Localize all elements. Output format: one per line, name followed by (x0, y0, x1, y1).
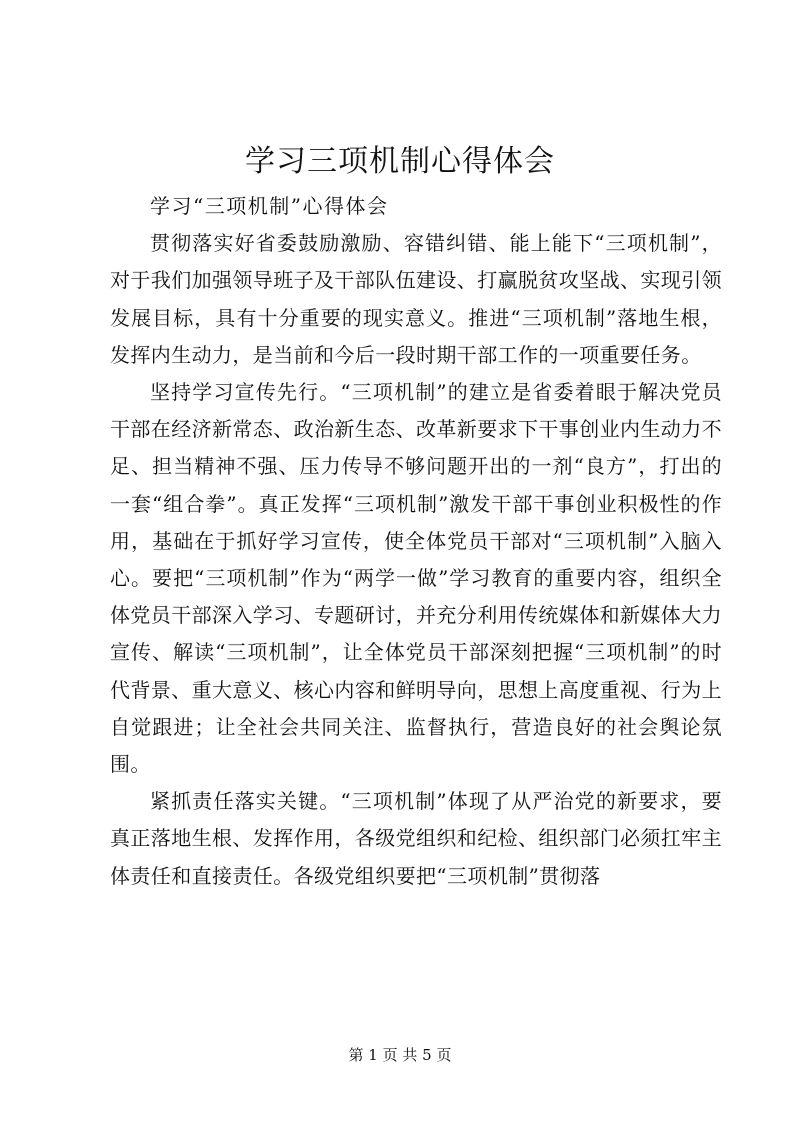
document-body (110, 188, 722, 895)
paragraph-intro: 贯彻落实好省委鼓励激励、容错纠错、能上能下“三项机制”，对于我们加强领导班子及干部队伍建设、打赢脱贫攻坚战、实现引领发展目标，具有十分重要的现实意义。推进“三项机制”落地生根，发挥内生动力，是当前和今后一段时期干部工作的一项重要任务。 (110, 231, 722, 367)
paragraph-study-publicity: 坚持学习宣传先行。“三项机制”的建立是省委着眼于解决党员干部在经济新常态、政治新生态、改革新要求下干事创业内生动力不足、担当精神不强、压力传导不够问题开出的一剂“良方”，打出的一套“组合拳”。真正发挥“三项机制”激发干部干事创业积极性的作用，基础在于抓好学习宣传，使全体党员干部对“三项机制”入脑入心。要把“三项机制”作为“两学一做”学习教育的重要内容，组织全体党员干部深入学习、专题研讨，并充分利用传统媒体和新媒体大力宣传、解读“三项机制”，让全体党员干部深刻把握“三项机制”的时代背景、重大意义、核心内容和鲜明导向，思想上高度重视、行为上自觉跟进；让全社会共同关注、监督执行，营造良好的社会舆论氛围。 (110, 380, 722, 777)
paragraph-responsibility: 紧抓责任落实关键。“三项机制”体现了从严治党的新要求，要真正落地生根、发挥作用，各级党组织和纪检、组织部门必须扛牢主体责任和直接责任。各级党组织要把“三项机制”贯彻落 (110, 789, 722, 888)
document-subtitle: 学习“三项机制”心得体会 (150, 194, 389, 218)
document-title: 学习三项机制心得体会 (245, 144, 555, 179)
page-footer: 第 1 页 共 5 页 (348, 1046, 452, 1064)
